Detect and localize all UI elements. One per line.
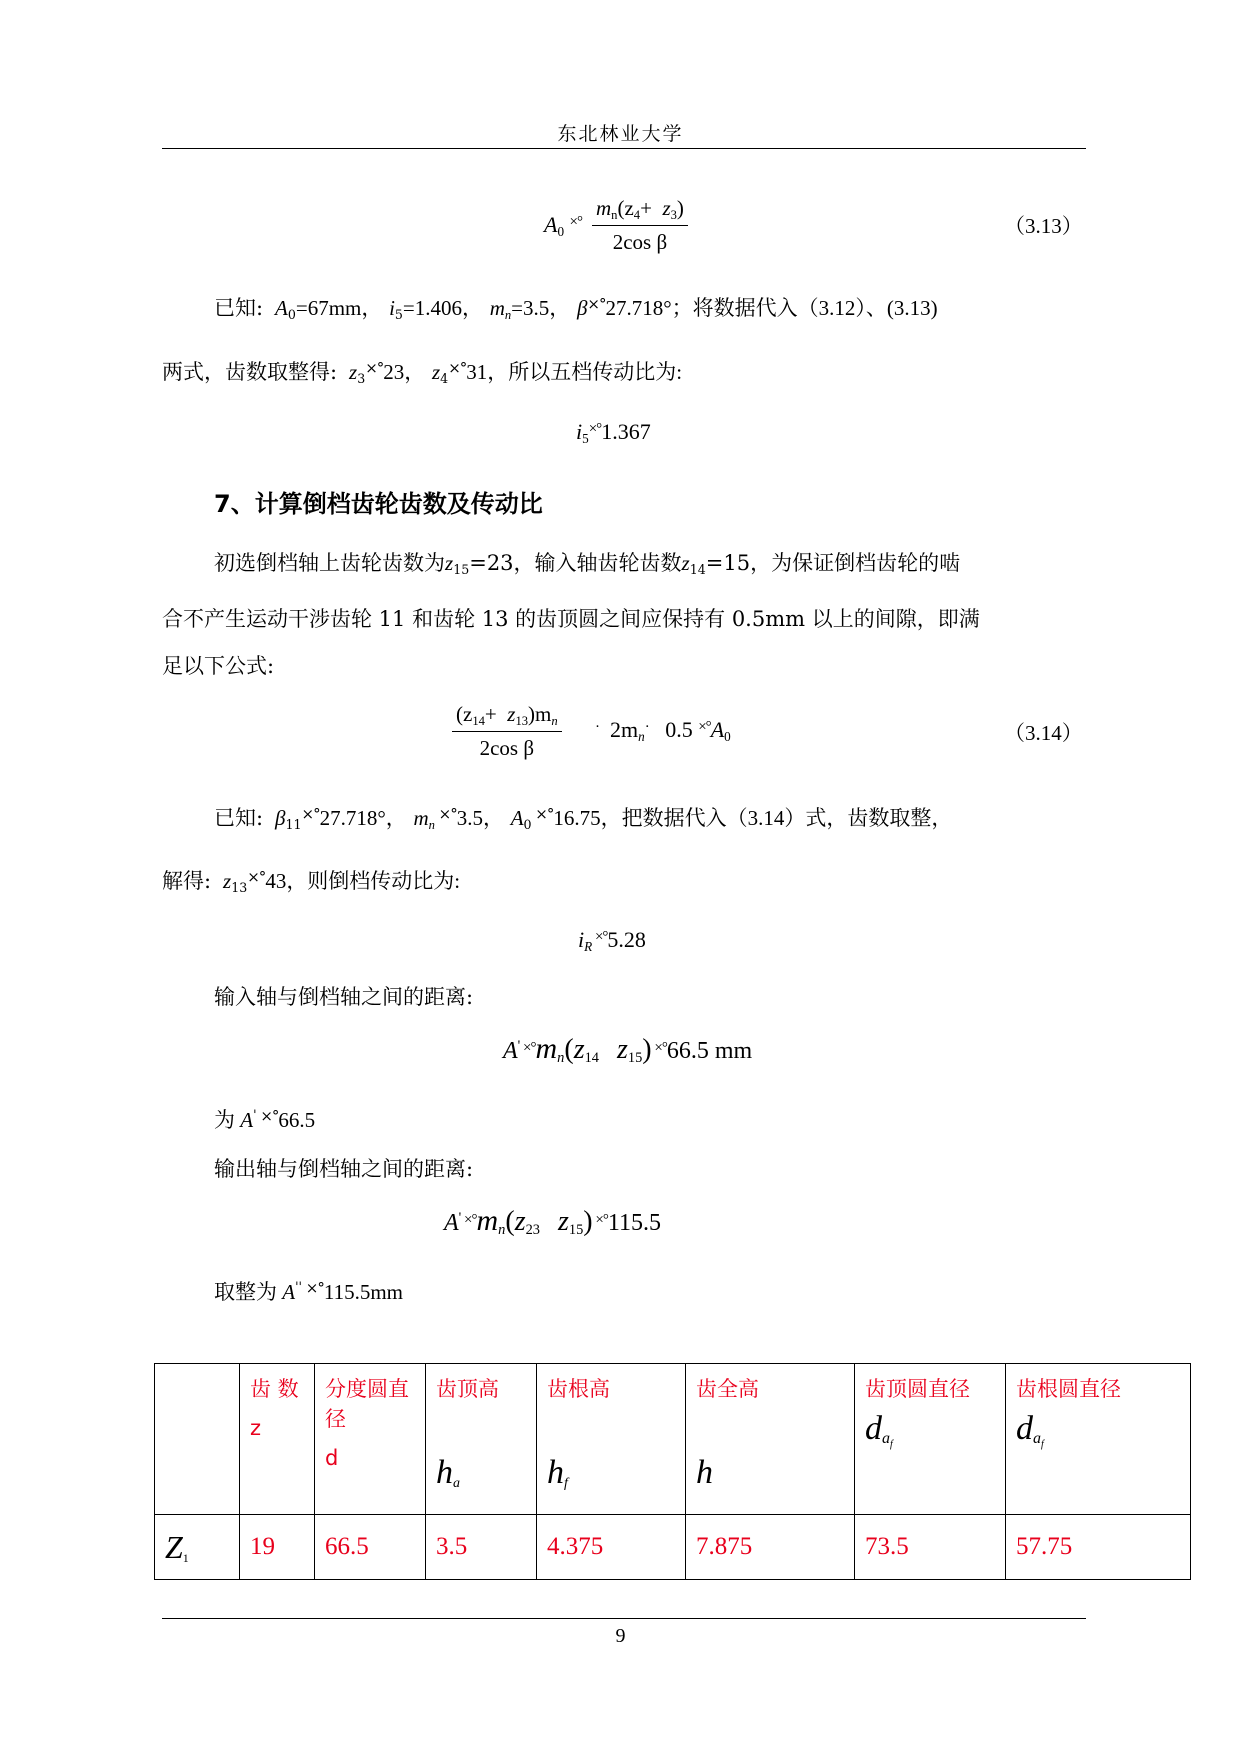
para4-round1: 为 A' ×°66.5 [214, 1107, 316, 1132]
cell-ha: 3.5 [426, 1515, 537, 1580]
eq-3-14-number: （3.14） [1004, 721, 1083, 745]
para4-dist1-label: 输入轴与倒档轴之间的距离: [214, 985, 474, 1009]
table-header-empty [155, 1364, 240, 1515]
table-row [155, 1515, 1191, 1580]
footer-rule [162, 1618, 1086, 1619]
para2-line2: 合不产生运动干涉齿轮 11 和齿轮 13 的齿顶圆之间应保持有 0.5mm 以上的间隙，即满 [162, 607, 980, 631]
para1-line2: 两式，齿数取整得: $z_3^{\times^\circ}23$， $z_4^{\times^\circ}31$，所以五档传动比为: [162, 359, 683, 386]
table-header-hf: 齿根高 $h_f$ [537, 1364, 686, 1515]
table-header-row [155, 1364, 1191, 1515]
table-header-z: 齿 数 z [240, 1364, 315, 1515]
para1-line1: 已知: $A_0=67mm$， $i_5=1.406$， $m_n=3.5$， β×°27.718°；将数据代入（3.12）、(3.13) [214, 295, 938, 322]
para4-round2: 取整为 A'' ×°115.5mm [214, 1279, 403, 1304]
para4-dist2-label: 输出轴与倒档轴之间的距离: [214, 1157, 474, 1181]
eq-distance-1: A' $^{\times^\circ}m_n(z_{14}$ $z_{15}$) ×°66.5 mm [503, 1032, 753, 1066]
table-header-d: 分度圆直径 d [315, 1364, 426, 1515]
row-label: $Z_1$ [155, 1515, 240, 1580]
para3-line2: 解得: $z_{13}^{\times^\circ}43$，则倒档传动比为: [162, 868, 461, 895]
table-header-da: 齿顶圆直径 $d_{a_f}$ [855, 1364, 1006, 1515]
eq-3-14-fraction: $\frac{(z_{14}+ z_{13})m_n}{\text{2cos β}}$ [452, 702, 562, 761]
gear-parameter-table [154, 1363, 1191, 1580]
para3-line1: 已知: $\beta_{11}^{\times^\circ}27.718^\circ$， $m_n$ ×°3.5， $A_0$ ×°16.75，把数据代入（3.14）式，齿数取整， [214, 805, 953, 832]
eq-i5: $i_5^{\times^\circ}1.367$ [576, 419, 651, 446]
cell-hf: 4.375 [537, 1515, 686, 1580]
cell-d: 66.5 [315, 1515, 426, 1580]
eq-3-13-fraction: $\frac{m_n(z_4+ z_3)}{\text{2cos β}}$ [592, 196, 688, 255]
cell-da: 73.5 [855, 1515, 1006, 1580]
table-header-ha: 齿顶高 $h_a$ [426, 1364, 537, 1515]
page-number: 9 [615, 1625, 626, 1647]
eq-3-13-number: （3.13） [1004, 214, 1083, 238]
para2-line1: 初选倒档轴上齿轮齿数为$z_{15}=23$，输入轴齿轮齿数$z_{14}=15$，为保证倒档齿轮的啮 [214, 551, 961, 577]
section-7-title: 7、计算倒档齿轮齿数及传动比 [214, 490, 543, 518]
eq-3-14-rhs: · $2m_n^\cdot$ 0.5 $^{\times^\circ}A_0$ [595, 717, 731, 744]
sub-0: 0 [287, 307, 296, 322]
cell-df: 57.75 [1006, 1515, 1191, 1580]
table-header-df: 齿根圆直径 $d_{a_f}$ [1006, 1364, 1191, 1515]
eq-distance-2: A' $^{\times^\circ}m_n(z_{23}$ $z_{15}$) ×°115.5 [444, 1204, 661, 1238]
page-header-title: 东北林业大学 [557, 123, 684, 145]
eq-3-13-lhs: $A_0$ ×° [544, 212, 583, 239]
table-header-h: 齿全高 h [686, 1364, 855, 1515]
cell-z: 19 [240, 1515, 315, 1580]
para2-line3: 足以下公式: [162, 654, 275, 678]
cell-h: 7.875 [686, 1515, 855, 1580]
header-rule [162, 148, 1086, 149]
eq-iR: $i_R$ ×°5.28 [578, 927, 646, 954]
